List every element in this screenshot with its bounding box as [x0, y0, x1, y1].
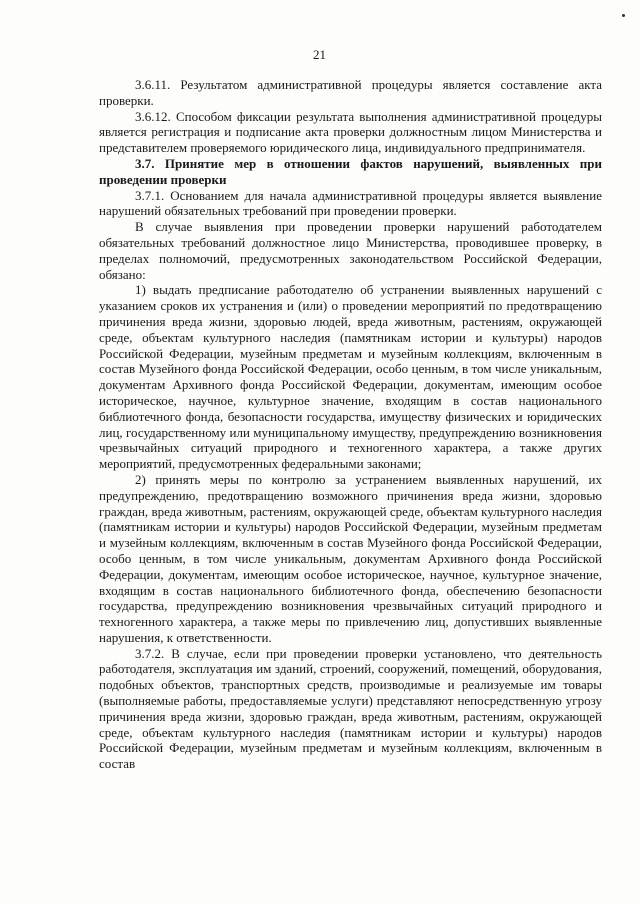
document-body	[99, 77, 602, 772]
paragraph: 3.7.2. В случае, если при проведении проверки установлено, что деятельность работодателя, эксплуатация им зданий, строений, сооружений, помещений, оборудования, подобных объектов, транспортных средств, производимые и реализуемые им товары (выполняемые работы, предоставляемые услуги) представляют непосредственную угрозу причинения вреда жизни, здоровью граждан, вреда животным, растениям, окружающей среде, объектам культурного наследия (памятникам истории и культуры) народов Российской Федерации, музейным предметам и музейным коллекциям, включенным в состав	[99, 645, 602, 772]
paragraph: 3.6.12. Способом фиксации результата выполнения административной процедуры является регистрация и подписание акта проверки должностным лицом Министерства и представителем проверяемого юридического лица, индивидуального предпринимателя.	[99, 108, 602, 156]
page-number: 21	[313, 47, 326, 62]
paragraph: 1) выдать предписание работодателю об устранении выявленных нарушений с указанием сроков их устранения и (или) о проведении мероприятий по предотвращению причинения вреда жизни, здоровью людей, вреда животным, растениям, окружающей среде, объектам культурного наследия (памятникам истории и культуры) народов Российской Федерации, музейным предметам и музейным коллекциям, включенным в состав Музейного фонда Российской Федерации, особо ценным, в том числе уникальным, документам Архивного фонда Российской Федерации, документам, имеющим особое историческое, научное, культурное значение, входящим в состав национального библиотечного фонда, безопасности государства, имуществу физических и юридических лиц, государственному или муниципальному имуществу, предупреждению возникновения чрезвычайных ситуаций природного и техногенного характера, а также других мероприятий, предусмотренных федеральными законами;	[99, 282, 602, 472]
section-heading: 3.7. Принятие мер в отношении фактов нарушений, выявленных при проведении проверки	[99, 155, 602, 187]
paragraph: В случае выявления при проведении проверки нарушений работодателем обязательных требований должностное лицо Министерства, проводившее проверку, в пределах полномочий, предусмотренных законодательством Российской Федерации, обязано:	[99, 219, 602, 282]
scan-speck	[622, 14, 625, 17]
paragraph: 2) принять меры по контролю за устранением выявленных нарушений, их предупреждению, предотвращению возможного причинения вреда жизни, здоровью граждан, вреда животным, растениям, окружающей среде, объектам культурного наследия (памятникам истории и культуры) народов Российской Федерации, музейным предметам и музейным коллекциям, включенным в состав Музейного фонда Российской Федерации, особо ценным, в том числе уникальным, документам Архивного фонда Российской Федерации, документам, имеющим особое историческое, научное, культурное значение, входящим в состав национального библиотечного фонда, обеспечению безопасности государства, предупреждению возникновения чрезвычайных ситуаций природного и техногенного характера, а также меры по привлечению лиц, допустивших выявленные нарушения, к ответственности.	[99, 471, 602, 645]
paragraph: 3.7.1. Основанием для начала административной процедуры является выявление нарушений обязательных требований при проведении проверки.	[99, 187, 602, 219]
paragraph: 3.6.11. Результатом административной процедуры является составление акта проверки.	[99, 77, 602, 108]
